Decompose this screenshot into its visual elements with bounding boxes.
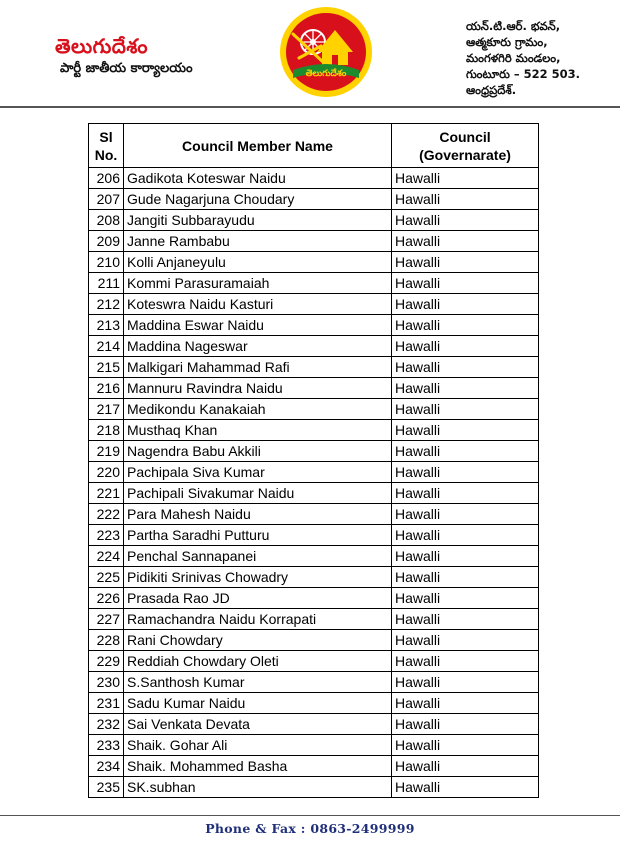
table-row (89, 336, 539, 357)
table-row (89, 546, 539, 567)
sl-cell: 229 (89, 651, 124, 672)
table-row (89, 483, 539, 504)
footer-contact: Phone & Fax : 0863-2499999 (205, 821, 415, 836)
sl-cell: 231 (89, 693, 124, 714)
brand-subtitle: పార్టీ జాతీయ కార్యాలయం (60, 61, 193, 76)
table-row (89, 420, 539, 441)
sl-cell: 216 (89, 378, 124, 399)
sl-cell: 222 (89, 504, 124, 525)
address-line: గుంటూరు – 522 503. (466, 67, 581, 81)
member-name-cell: Pachipala Siva Kumar (124, 462, 392, 483)
member-name-cell: Reddiah Chowdary Oleti (124, 651, 392, 672)
sl-cell: 211 (89, 273, 124, 294)
address-line: యన్.టి.ఆర్. భవన్, (466, 19, 561, 33)
table-row (89, 672, 539, 693)
sl-cell: 224 (89, 546, 124, 567)
table-row (89, 441, 539, 462)
table-row (89, 588, 539, 609)
council-cell: Hawalli (392, 777, 539, 798)
table-row (89, 504, 539, 525)
council-cell: Hawalli (392, 168, 539, 189)
member-name-cell: Gude Nagarjuna Choudary (124, 189, 392, 210)
table-row (89, 252, 539, 273)
address-line: ఆంధ్రప్రదేశ్. (466, 83, 517, 97)
council-cell: Hawalli (392, 420, 539, 441)
hut-door-icon (332, 55, 338, 65)
brand-title: తెలుగుదేశం (55, 34, 148, 58)
council-cell: Hawalli (392, 672, 539, 693)
table-row (89, 357, 539, 378)
member-name-cell: Malkigari Mahammad Rafi (124, 357, 392, 378)
member-name-cell: Musthaq Khan (124, 420, 392, 441)
sl-cell: 230 (89, 672, 124, 693)
table-row (89, 567, 539, 588)
council-cell: Hawalli (392, 294, 539, 315)
table-row (89, 630, 539, 651)
council-cell: Hawalli (392, 756, 539, 777)
table-row (89, 756, 539, 777)
member-name-cell: Koteswra Naidu Kasturi (124, 294, 392, 315)
sl-cell: 218 (89, 420, 124, 441)
council-cell: Hawalli (392, 441, 539, 462)
member-name-cell: Jangiti Subbarayudu (124, 210, 392, 231)
member-name-cell: Mannuru Ravindra Naidu (124, 378, 392, 399)
footer-divider (0, 815, 620, 816)
table-row (89, 525, 539, 546)
table-row (89, 735, 539, 756)
table-row (89, 693, 539, 714)
member-name-cell: Pachipali Sivakumar Naidu (124, 483, 392, 504)
sl-cell: 223 (89, 525, 124, 546)
council-cell: Hawalli (392, 546, 539, 567)
sl-cell: 217 (89, 399, 124, 420)
council-cell: Hawalli (392, 189, 539, 210)
sl-cell: 210 (89, 252, 124, 273)
council-cell: Hawalli (392, 630, 539, 651)
council-cell: Hawalli (392, 588, 539, 609)
logo-text: తెలుగుదేశం (305, 69, 347, 79)
column-header-council (392, 124, 539, 168)
council-cell: Hawalli (392, 210, 539, 231)
council-cell: Hawalli (392, 525, 539, 546)
member-name-cell: Ramachandra Naidu Korrapati (124, 609, 392, 630)
table-row (89, 168, 539, 189)
member-name-cell: Shaik. Gohar Ali (124, 735, 392, 756)
council-cell: Hawalli (392, 315, 539, 336)
sl-cell: 227 (89, 609, 124, 630)
member-name-cell: Maddina Nageswar (124, 336, 392, 357)
sl-cell: 215 (89, 357, 124, 378)
council-cell: Hawalli (392, 252, 539, 273)
table-row (89, 315, 539, 336)
council-cell: Hawalli (392, 399, 539, 420)
council-cell: Hawalli (392, 714, 539, 735)
table-row (89, 399, 539, 420)
member-name-cell: Prasada Rao JD (124, 588, 392, 609)
council-cell: Hawalli (392, 609, 539, 630)
member-name-cell: S.Santhosh Kumar (124, 672, 392, 693)
member-name-cell: Maddina Eswar Naidu (124, 315, 392, 336)
member-name-cell: Rani Chowdary (124, 630, 392, 651)
sl-cell: 208 (89, 210, 124, 231)
sl-cell: 225 (89, 567, 124, 588)
address-line: మంగళగిరి మండలం, (466, 51, 561, 65)
table-row (89, 273, 539, 294)
address-block (466, 18, 616, 98)
table-row (89, 189, 539, 210)
table-row (89, 210, 539, 231)
sl-cell: 207 (89, 189, 124, 210)
sl-cell: 212 (89, 294, 124, 315)
council-cell: Hawalli (392, 378, 539, 399)
member-name-cell: Penchal Sannapanei (124, 546, 392, 567)
sl-cell: 226 (89, 588, 124, 609)
member-name-cell: Kolli Anjaneyulu (124, 252, 392, 273)
sl-cell: 219 (89, 441, 124, 462)
member-name-cell: Sadu Kumar Naidu (124, 693, 392, 714)
member-name-cell: Para Mahesh Naidu (124, 504, 392, 525)
council-cell: Hawalli (392, 462, 539, 483)
member-name-cell: Sai Venkata Devata (124, 714, 392, 735)
council-cell: Hawalli (392, 231, 539, 252)
table-row (89, 378, 539, 399)
table-row (89, 231, 539, 252)
table-row (89, 777, 539, 798)
sl-cell: 232 (89, 714, 124, 735)
sl-cell: 233 (89, 735, 124, 756)
header-text: (Governarate) (419, 146, 511, 163)
member-name-cell: Medikondu Kanakaiah (124, 399, 392, 420)
member-name-cell: Shaik. Mohammed Basha (124, 756, 392, 777)
table-row (89, 462, 539, 483)
header-text: No. (94, 146, 118, 163)
member-name-cell: Janne Rambabu (124, 231, 392, 252)
sl-cell: 220 (89, 462, 124, 483)
header-divider (0, 106, 620, 108)
council-cell: Hawalli (392, 735, 539, 756)
council-cell: Hawalli (392, 693, 539, 714)
table-row (89, 651, 539, 672)
column-header-member-name: Council Member Name (124, 124, 392, 168)
sl-cell: 214 (89, 336, 124, 357)
member-name-cell: SK.subhan (124, 777, 392, 798)
council-members-table (88, 123, 539, 798)
header-text: Sl (99, 128, 113, 145)
table-row (89, 294, 539, 315)
sl-cell: 209 (89, 231, 124, 252)
council-cell: Hawalli (392, 483, 539, 504)
sl-cell: 213 (89, 315, 124, 336)
sl-cell: 206 (89, 168, 124, 189)
party-logo-icon (279, 6, 373, 98)
council-cell: Hawalli (392, 357, 539, 378)
sl-cell: 234 (89, 756, 124, 777)
council-cell: Hawalli (392, 273, 539, 294)
table-header-row (89, 124, 539, 168)
column-header-sl-no (89, 124, 124, 168)
council-cell: Hawalli (392, 567, 539, 588)
member-name-cell: Pidikiti Srinivas Chowadry (124, 567, 392, 588)
council-cell: Hawalli (392, 504, 539, 525)
header-text: Council (439, 128, 491, 145)
council-cell: Hawalli (392, 651, 539, 672)
sl-cell: 228 (89, 630, 124, 651)
table-row (89, 609, 539, 630)
member-name-cell: Nagendra Babu Akkili (124, 441, 392, 462)
council-cell: Hawalli (392, 336, 539, 357)
member-name-cell: Partha Saradhi Putturu (124, 525, 392, 546)
sl-cell: 235 (89, 777, 124, 798)
member-name-cell: Kommi Parasuramaiah (124, 273, 392, 294)
address-line: ఆత్మకూరు గ్రామం, (466, 35, 548, 49)
member-name-cell: Gadikota Koteswar Naidu (124, 168, 392, 189)
table-row (89, 714, 539, 735)
sl-cell: 221 (89, 483, 124, 504)
